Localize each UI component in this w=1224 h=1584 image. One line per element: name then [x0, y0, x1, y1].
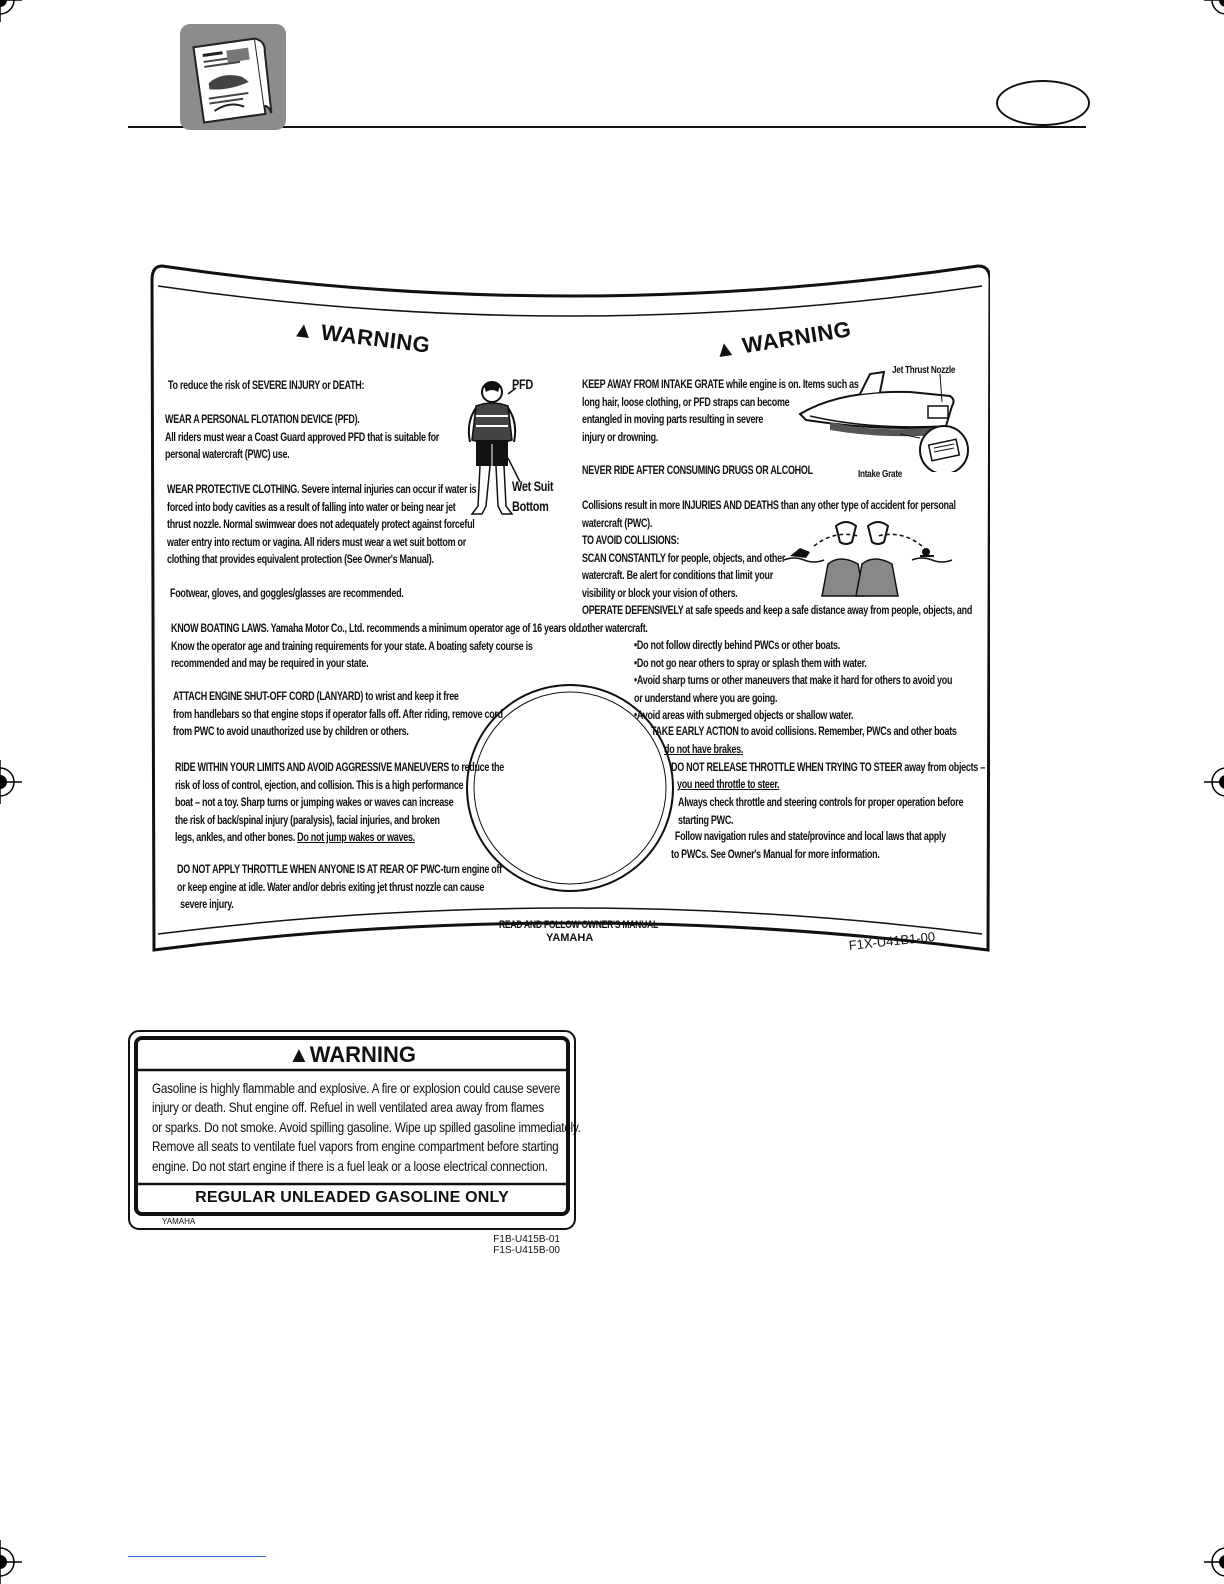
fuel-warning-title	[128, 1042, 576, 1068]
intake-grate-callout: Intake Grate	[858, 468, 903, 480]
limits-line: the risk of back/spinal injury (paralysis), facial injuries, and broken	[175, 814, 440, 827]
jetski-intake-illustration	[790, 366, 980, 472]
fuel-label-code: F1S-U415B-00	[493, 1245, 560, 1256]
limits-last-plain: legs, ankles, and other bones.	[175, 832, 298, 844]
clothing-line: water entry into rectum or vagina. All riders must wear a wet suit bottom or	[167, 536, 466, 549]
fuel-body-line: Gasoline is highly flammable and explosive. A fire or explosion could cause severe	[152, 1080, 561, 1096]
wetsuit-callout-line2: Bottom	[512, 498, 549, 514]
laws-section	[171, 621, 583, 674]
limits-line: RIDE WITHIN YOUR LIMITS AND AVOID AGGRESSIVE MANEUVERS to reduce the	[175, 762, 504, 774]
clothing-line: thrust nozzle. Normal swimwear does not adequately protect against forceful	[167, 519, 475, 531]
check-line: starting PWC.	[678, 814, 734, 827]
read-owners-manual: READ AND FOLLOW OWNER'S MANUAL	[499, 919, 658, 931]
limits-line: boat – not a toy. Sharp turns or jumping wakes or waves can increase	[175, 797, 454, 809]
fuel-label-codes	[490, 1234, 560, 1256]
limits-last-line	[175, 830, 504, 848]
bullet-list	[634, 638, 952, 726]
bullet-item: or understand where you are going.	[634, 692, 778, 705]
crop-mark-top-left	[0, 0, 22, 22]
intake-line: long hair, loose clothing, or PFD straps can become	[582, 396, 790, 409]
fuel-body-line: Remove all seats to ventilate fuel vapors from engine compartment before starting	[152, 1138, 559, 1155]
crop-mark-bottom-left	[0, 1540, 22, 1584]
scan-riders-illustration	[780, 516, 956, 602]
yamaha-brand-main-label: YAMAHA	[546, 932, 594, 944]
pfd-callout: PFD	[512, 376, 534, 392]
wetsuit-callout-line1: Wet Suit	[512, 478, 554, 494]
no-release-throttle-text: DO NOT RELEASE THROTTLE WHEN TRYING TO STEER away from objects –	[671, 762, 985, 774]
warning-triangle-icon: ▲	[712, 334, 738, 363]
pfd-heading: WEAR A PERSONAL FLOTATION DEVICE (PFD).	[165, 414, 360, 426]
laws-line: recommended and may be required in your state.	[171, 658, 369, 670]
warning-triangle-icon: ▲	[290, 316, 317, 344]
footer-rule	[128, 1556, 266, 1557]
lanyard-line: ATTACH ENGINE SHUT-OFF CORD (LANYARD) to wrist and keep it free	[173, 691, 459, 703]
collision-line: TO AVOID COLLISIONS:	[582, 535, 680, 547]
pfd-line: personal watercraft (PWC) use.	[165, 449, 290, 461]
clothing-line: WEAR PROTECTIVE CLOTHING. Severe internal injuries can occur if water is	[167, 484, 477, 496]
warning-triangle-icon: ▲	[287, 1042, 310, 1067]
footwear-text: Footwear, gloves, and goggles/glasses are recommended.	[170, 588, 404, 600]
nav-line: to PWCs. See Owner's Manual for more information.	[671, 848, 880, 861]
bullet-item: •Do not follow directly behind PWCs or other boats.	[634, 640, 841, 652]
bullet-item: •Do not go near others to spray or splash them with water.	[634, 657, 867, 670]
crop-mark-top-right	[1204, 0, 1224, 22]
intro-text: To reduce the risk of SEVERE INJURY or DEATH:	[168, 380, 365, 392]
fuel-body-line: injury or death. Shut engine off. Refuel in well ventilated area away from flames	[152, 1099, 544, 1116]
fuel-warning-label	[128, 1030, 581, 1230]
clothing-section	[167, 482, 476, 570]
throttle-rear-section	[177, 862, 502, 915]
collision-line: watercraft (PWC).	[582, 517, 653, 530]
fuel-warning-word: WARNING	[309, 1042, 417, 1067]
fuel-body-line: or sparks. Do not smoke. Avoid spilling gasoline. Wipe up spilled gasoline immediately.	[152, 1118, 581, 1135]
fuel-warning-body	[152, 1079, 581, 1176]
jump-waves-warning: Do not jump wakes or waves.	[297, 832, 415, 844]
crop-mark-mid-right	[1204, 760, 1224, 804]
collision-line: SCAN CONSTANTLY for people, objects, and other	[582, 552, 786, 565]
label-code-main: F1X-U41B1-00	[848, 928, 936, 953]
collision-line: watercraft. Be alert for conditions that limit your	[582, 570, 773, 582]
bullet-item: •Avoid areas with submerged objects or shallow water.	[634, 710, 854, 722]
intake-line: KEEP AWAY FROM INTAKE GRATE while engine is on. Items such as	[582, 379, 859, 391]
pfd-line: All riders must wear a Coast Guard approved PFD that is suitable for	[165, 431, 440, 444]
laws-line: KNOW BOATING LAWS. Yamaha Motor Co., Ltd. recommends a minimum operator age of 16 years old.	[171, 623, 584, 635]
fuel-body-line: engine. Do not start engine if there is a fuel leak or a loose electrical connection.	[152, 1157, 548, 1174]
fuel-type-footer: REGULAR UNLEADED GASOLINE ONLY	[195, 1189, 509, 1206]
warning-word-right: WARNING	[740, 316, 853, 359]
lanyard-line: from handlebars so that engine stops if operator falls off. After riding, remove cord	[173, 708, 503, 721]
manual-book-icon	[180, 24, 286, 130]
collision-line: other watercraft.	[582, 622, 648, 635]
no-brakes-text: do not have brakes.	[664, 744, 744, 756]
pfd-section	[165, 412, 439, 465]
collision-line: OPERATE DEFENSIVELY at safe speeds and keep a safe distance away from people, objects, and	[582, 605, 973, 617]
nav-line: Follow navigation rules and state/province and local laws that apply	[674, 831, 946, 843]
intake-line: injury or drowning.	[582, 431, 659, 444]
jet-thrust-nozzle-callout: Jet Thrust Nozzle	[892, 364, 956, 376]
limits-line: risk of loss of control, ejection, and collision. This is a high performance	[175, 779, 464, 792]
laws-line: Know the operator age and training requirements for your state. A boating safety course is	[171, 640, 533, 653]
fuel-label-code: F1B-U415B-01	[493, 1234, 560, 1245]
warning-word-left: WARNING	[319, 319, 432, 358]
limits-section	[175, 760, 504, 848]
collision-line: Collisions result in more INJURIES AND DEATHS than any other type of accident for personal	[582, 500, 956, 512]
lanyard-line: from PWC to avoid unauthorized use by children or others.	[173, 726, 409, 738]
clothing-line: clothing that provides equivalent protection (See Owner's Manual).	[167, 554, 434, 566]
navigation-rules-section	[671, 829, 946, 864]
clothing-line: forced into body cavities as a result of falling into water or being near jet	[167, 501, 456, 514]
drugs-warning: NEVER RIDE AFTER CONSUMING DRUGS OR ALCOHOL	[582, 465, 813, 477]
bullet-item: •Avoid sharp turns or other maneuvers that make it hard for others to avoid you	[634, 675, 953, 687]
language-tab-oval	[996, 80, 1090, 126]
lanyard-section	[173, 689, 503, 742]
collision-line: visibility or block your vision of others.	[582, 587, 738, 600]
crop-mark-bottom-right	[1204, 1540, 1224, 1584]
check-line: Always check throttle and steering controls for proper operation before	[678, 797, 964, 809]
crop-mark-mid-left	[0, 760, 22, 804]
throttle-line: or keep engine at idle. Water and/or debris exiting jet thrust nozzle can cause	[177, 881, 485, 894]
throttle-line: severe injury.	[180, 899, 234, 911]
intake-line: entangled in moving parts resulting in severe	[582, 414, 764, 426]
early-action-text: TAKE EARLY ACTION to avoid collisions. Remember, PWCs and other boats	[651, 726, 957, 738]
need-throttle-text: you need throttle to steer.	[677, 779, 780, 791]
yamaha-brand-fuel-label: YAMAHA	[162, 1217, 196, 1226]
pwc-warning-label	[150, 258, 990, 958]
throttle-line: DO NOT APPLY THROTTLE WHEN ANYONE IS AT REAR OF PWC-turn engine off	[177, 864, 502, 876]
check-controls-section	[678, 795, 963, 830]
